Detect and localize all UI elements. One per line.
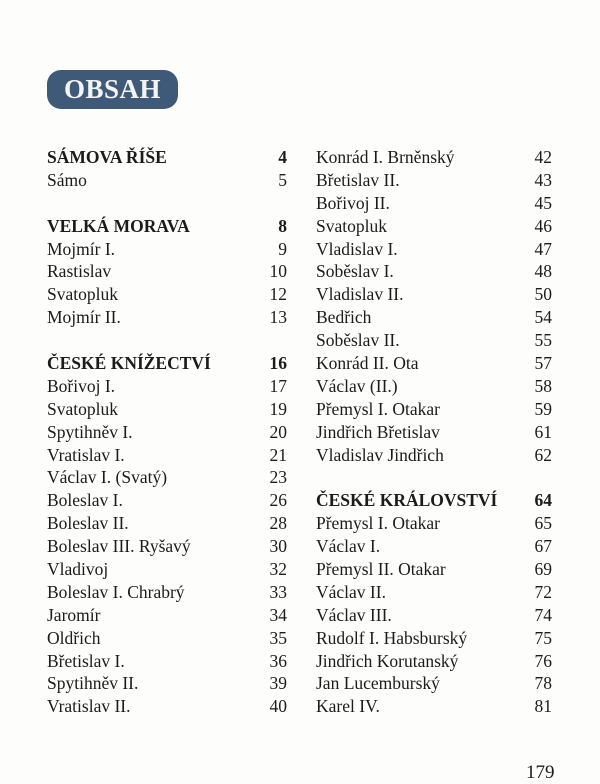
toc-entry[interactable]: [316, 146, 552, 169]
page-number: 179: [526, 762, 555, 783]
toc-entry-page: 76: [534, 650, 552, 671]
toc-entry[interactable]: [316, 352, 552, 375]
toc-entry[interactable]: [47, 581, 287, 604]
toc-entry[interactable]: [316, 260, 552, 283]
toc-entry-label: Konrád I. Brněnský: [316, 147, 455, 167]
toc-entry-page: 9: [278, 238, 287, 259]
toc-entry-label: Vratislav I.: [47, 444, 125, 465]
toc-entry-page: 45: [534, 192, 552, 213]
toc-entry[interactable]: [47, 672, 287, 695]
toc-entry[interactable]: [316, 421, 552, 444]
toc-entry-page: 75: [534, 627, 552, 648]
toc-entry[interactable]: [47, 306, 287, 329]
toc-section: [316, 489, 552, 718]
toc-entry-page: 78: [534, 673, 552, 694]
toc-entry-page: 10: [269, 261, 287, 282]
toc-entry-page: 74: [534, 604, 552, 625]
toc-entry[interactable]: [47, 260, 287, 283]
toc-entry-label: Václav I. (Svatý): [47, 467, 168, 488]
toc-entry-page: 65: [534, 513, 552, 534]
toc-entry-page: 12: [269, 284, 287, 305]
toc-entry-label: Boleslav I.: [47, 490, 123, 511]
toc-entry-page: 13: [269, 307, 287, 328]
toc-column-left: [47, 146, 287, 741]
toc-entry[interactable]: [47, 558, 287, 581]
toc-entry-page: 72: [534, 581, 552, 602]
toc-entry[interactable]: [47, 489, 287, 512]
toc-entry-label: Svatopluk: [316, 215, 387, 236]
toc-entry-page: 57: [534, 353, 552, 374]
toc-entry-page: 62: [534, 444, 552, 465]
toc-entry[interactable]: [316, 283, 552, 306]
toc-entry-label: Jindřich Korutanský: [316, 650, 459, 671]
toc-section-heading[interactable]: [47, 215, 287, 238]
toc-entry-label: ČESKÉ KNÍŽECTVÍ: [47, 353, 211, 374]
toc-entry[interactable]: [316, 558, 552, 581]
toc-entry-page: 81: [534, 696, 552, 717]
toc-entry-page: 50: [534, 284, 552, 305]
toc-entry-label: Soběslav II.: [316, 330, 400, 351]
toc-entry[interactable]: [316, 215, 552, 238]
toc-entry-page: 5: [278, 169, 287, 190]
toc-entry-label: Svatopluk: [47, 284, 118, 305]
toc-entry-label: Přemysl I. Otakar: [316, 513, 440, 534]
toc-entry[interactable]: [316, 650, 552, 673]
toc-entry[interactable]: [47, 283, 287, 306]
toc-entry-page: 40: [269, 696, 287, 717]
toc-entry[interactable]: [47, 627, 287, 650]
toc-entry[interactable]: [47, 466, 287, 489]
toc-entry-label: Konrád II. Ota: [316, 353, 419, 374]
toc-entry-label: Vladislav Jindřich: [316, 444, 444, 465]
toc-section-heading[interactable]: [316, 489, 552, 512]
toc-entry[interactable]: [47, 695, 287, 718]
toc-entry-page: 16: [269, 353, 287, 374]
toc-entry-label: Bedřich: [316, 307, 372, 328]
toc-entry-label: Vratislav II.: [47, 696, 131, 717]
toc-entry-page: 55: [534, 330, 552, 351]
toc-entry[interactable]: [47, 238, 287, 261]
toc-entry-page: 26: [269, 490, 287, 511]
toc-entry-label: Bořivoj I.: [47, 375, 116, 396]
toc-entry[interactable]: [47, 375, 287, 398]
toc-entry-label: Mojmír I.: [47, 238, 116, 259]
toc-entry-page: 33: [269, 581, 287, 602]
toc-section: [47, 146, 287, 192]
toc-entry-page: 23: [269, 467, 287, 488]
toc-entry-label: Spytihněv I.: [47, 421, 133, 442]
toc-entry-page: 54: [534, 307, 552, 328]
toc-section: [47, 215, 287, 329]
toc-entry-label: Oldřich: [47, 627, 101, 648]
toc-entry-label: Jan Lucemburský: [316, 673, 440, 694]
toc-entry-page: 34: [269, 604, 287, 625]
toc-entry-page: 61: [534, 421, 552, 442]
toc-entry-page: 67: [534, 536, 552, 557]
toc-entry-page: 8: [278, 215, 287, 236]
toc-entry[interactable]: [316, 695, 552, 718]
toc-entry-page: 59: [534, 398, 552, 419]
toc-entry-page: 30: [269, 536, 287, 557]
toc-entry[interactable]: [316, 306, 552, 329]
toc-column-right: [316, 146, 552, 741]
toc-entry-page: 48: [534, 261, 552, 282]
toc-entry[interactable]: [316, 627, 552, 650]
toc-entry[interactable]: [47, 512, 287, 535]
toc-entry-label: Boleslav II.: [47, 513, 129, 534]
toc-entry[interactable]: [47, 444, 287, 467]
toc-entry[interactable]: [316, 581, 552, 604]
toc-entry-label: Břetislav I.: [47, 650, 125, 671]
toc-entry-label: Jindřich Břetislav: [316, 421, 440, 442]
toc-entry-label: Přemysl II. Otakar: [316, 559, 446, 580]
toc-entry-label: Vladivoj: [47, 559, 109, 580]
toc-entry[interactable]: [316, 512, 552, 535]
toc-entry-page: 21: [269, 444, 287, 465]
toc-entry-label: Vladislav I.: [316, 238, 398, 259]
toc-section: [316, 146, 552, 466]
toc-entry-page: 35: [269, 627, 287, 648]
toc-entry-label: ČESKÉ KRÁLOVSTVÍ: [316, 490, 498, 511]
toc-entry-page: 32: [269, 559, 287, 580]
toc-entry[interactable]: [316, 444, 552, 467]
toc-entry-page: 64: [534, 490, 552, 511]
toc-entry[interactable]: [47, 169, 287, 192]
toc-entry[interactable]: [316, 672, 552, 695]
toc-entry-label: Břetislav II.: [316, 169, 400, 190]
toc-entry[interactable]: [316, 192, 552, 215]
toc-entry-label: Boleslav I. Chrabrý: [47, 581, 185, 602]
toc-entry-label: Rastislav: [47, 261, 112, 282]
toc-entry-page: 43: [534, 169, 552, 190]
toc-entry-page: 69: [534, 559, 552, 580]
toc-entry[interactable]: [316, 329, 552, 352]
toc-entry-page: 20: [269, 421, 287, 442]
toc-entry-label: Vladislav II.: [316, 284, 404, 305]
toc-entry[interactable]: [316, 398, 552, 421]
toc-entry-page: 58: [534, 375, 552, 396]
toc-section-heading[interactable]: [47, 146, 287, 169]
toc-entry-label: Přemysl I. Otakar: [316, 398, 440, 419]
toc-entry-page: 4: [278, 147, 287, 167]
toc-entry-label: Mojmír II.: [47, 307, 121, 328]
toc-entry-page: 36: [269, 650, 287, 671]
toc-entry-label: Rudolf I. Habsburský: [316, 627, 468, 648]
toc-entry[interactable]: [47, 398, 287, 421]
toc-entry-label: Václav II.: [316, 581, 386, 602]
toc-entry-page: 19: [269, 398, 287, 419]
toc-entry-page: 39: [269, 673, 287, 694]
toc-entry[interactable]: [316, 604, 552, 627]
toc-entry[interactable]: [47, 535, 287, 558]
toc-entry-page: 46: [534, 215, 552, 236]
toc-section: [47, 352, 287, 718]
toc-entry-label: Soběslav I.: [316, 261, 394, 282]
toc-entry-page: 42: [534, 147, 552, 167]
toc-entry-label: Svatopluk: [47, 398, 118, 419]
toc-entry[interactable]: [47, 650, 287, 673]
toc-entry-page: 28: [269, 513, 287, 534]
toc-entry[interactable]: [316, 169, 552, 192]
toc-entry-label: Václav III.: [316, 604, 392, 625]
toc-entry[interactable]: [316, 535, 552, 558]
toc-entry-label: Václav (II.): [316, 375, 398, 396]
toc-entry-label: Jaromír: [47, 604, 101, 625]
toc-entry[interactable]: [47, 421, 287, 444]
toc-entry-label: Václav I.: [316, 536, 381, 557]
toc-entry[interactable]: [316, 238, 552, 261]
toc-entry[interactable]: [47, 604, 287, 627]
toc-entry-label: Spytihněv II.: [47, 673, 139, 694]
toc-entry-label: Boleslav III. Ryšavý: [47, 536, 191, 557]
toc-entry[interactable]: [316, 375, 552, 398]
toc-section-heading[interactable]: [47, 352, 287, 375]
contents-title-badge: OBSAH: [47, 70, 178, 109]
toc-entry-label: VELKÁ MORAVA: [47, 215, 190, 236]
toc-entry-label: Sámo: [47, 169, 87, 190]
toc-entry-label: Bořivoj II.: [316, 192, 390, 213]
toc-entry-page: 17: [269, 375, 287, 396]
toc-entry-page: 47: [534, 238, 552, 259]
toc-entry-label: SÁMOVA ŘÍŠE: [47, 147, 167, 167]
toc-entry-label: Karel IV.: [316, 696, 380, 717]
